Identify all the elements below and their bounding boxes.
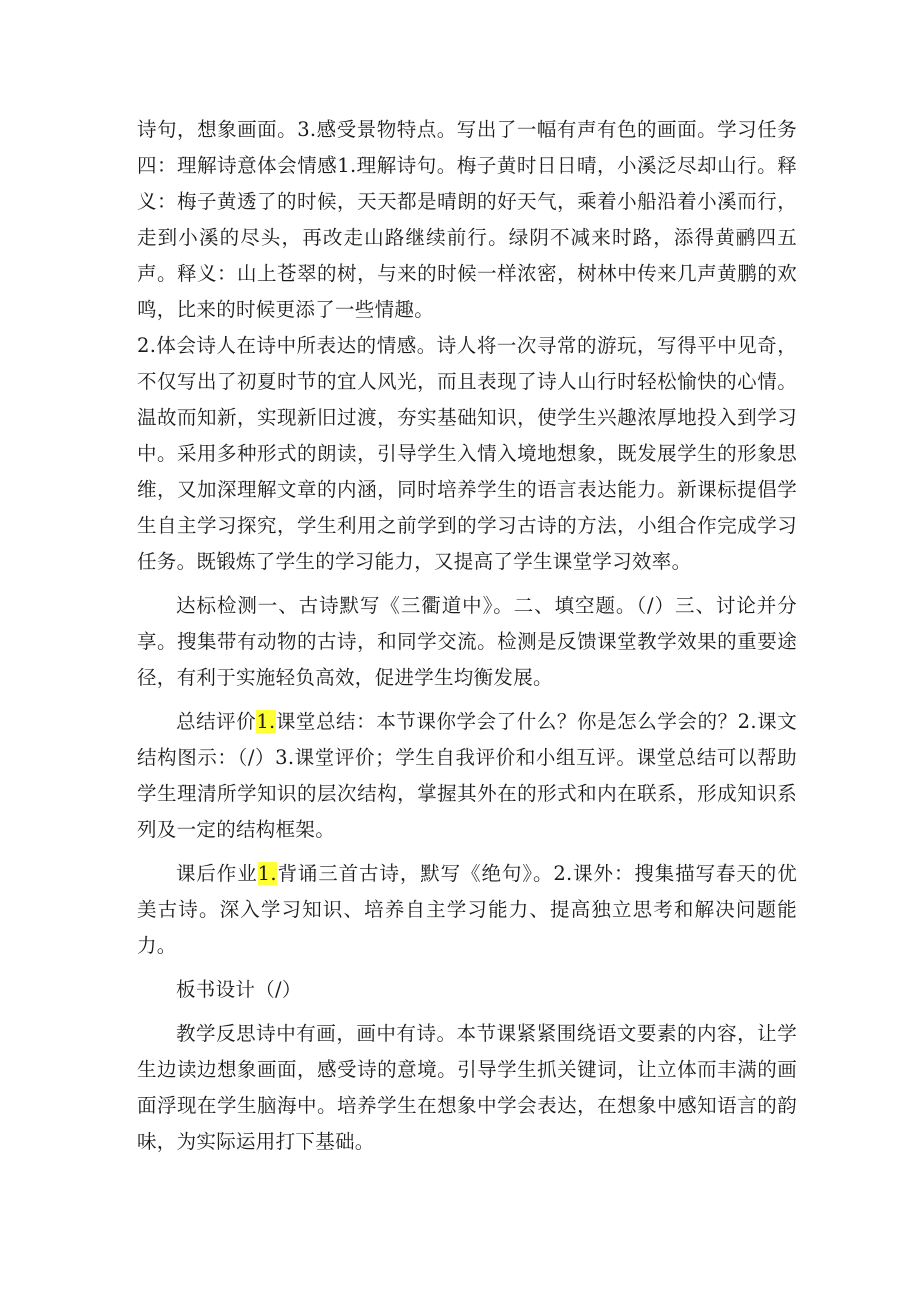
homework-highlight: 1. bbox=[257, 862, 277, 885]
paragraph-board-design: 板书设计（/） bbox=[176, 978, 302, 1001]
paragraph-emotion: 2.体会诗人在诗中所表达的情感。诗人将一次寻常的游玩，写得平中见奇，不仅写出了初夏时节的宜人风光，而且表现了诗人山行时轻松愉快的心情。温故而知新，实现新旧过渡，夯实基础知识，使学生兴趣浓厚地投入到学习中。采用多种形式的朗读，引导学生入情入境地想象，既发展学生的形象思维，又加深理解文章的内涵，同时培养学生的语言表达能力。新课标提倡学生自主学习探究，学生利用之前学到的学习古诗的方法，小组合作完成学习任务。既锻炼了学生的学习能力，又提高了学生课堂学习效率。 bbox=[137, 334, 797, 573]
summary-body: 课堂总结：本节课你学会了什么？你是怎么学会的？2.课文结构图示：（/）3.课堂评价；学生自我评价和小组互评。课堂总结可以帮助学生理清所学知识的层次结构，掌握其外在的形式和内在联系，形成知识系列及一定的结构框架。 bbox=[137, 710, 797, 841]
paragraph-learning-task: 诗句，想象画面。3.感受景物特点。写出了一幅有声有色的画面。学习任务四：理解诗意体会情感1.理解诗句。梅子黄时日日晴，小溪泛尽却山行。释义：梅子黄透了的时候，天天都是晴朗的好天气，乘着小船沿着小溪而行，走到小溪的尽头，再改走山路继续前行。绿阴不减来时路，添得黄鹂四五声。释义：山上苍翠的树，与来的时候一样浓密，树林中传来几声黄鹏的欢鸣，比来的时候更添了一些情趣。 bbox=[137, 118, 797, 321]
paragraph-reflection: 教学反思诗中有画，画中有诗。本节课紧紧围绕语文要素的内容，让学生边读边想象画面，感受诗的意境。引导学生抓关键词，让立体而丰满的画面浮现在学生脑海中。培养学生在想象中学会表达，在想象中感知语言的韵味，为实际运用打下基础。 bbox=[137, 1022, 797, 1153]
summary-lead: 总结评价 bbox=[176, 710, 257, 733]
paragraph-homework bbox=[137, 856, 797, 964]
paragraph-assessment: 达标检测一、古诗默写《三衢道中》。二、填空题。（/）三、讨论并分享。搜集带有动物的古诗，和同学交流。检测是反馈课堂教学效果的重要途径，有利于实施轻负高效，促进学生均衡发展。 bbox=[137, 594, 797, 689]
document-body bbox=[137, 112, 797, 1160]
paragraph-summary bbox=[137, 704, 797, 848]
homework-lead: 课后作业 bbox=[176, 862, 258, 885]
summary-highlight: 1. bbox=[256, 710, 276, 733]
homework-body: 背诵三首古诗，默写《绝句》。2.课外：搜集描写春天的优美古诗。深入学习知识、培养自主学习能力、提高独立思考和解决问题能力。 bbox=[137, 862, 797, 957]
